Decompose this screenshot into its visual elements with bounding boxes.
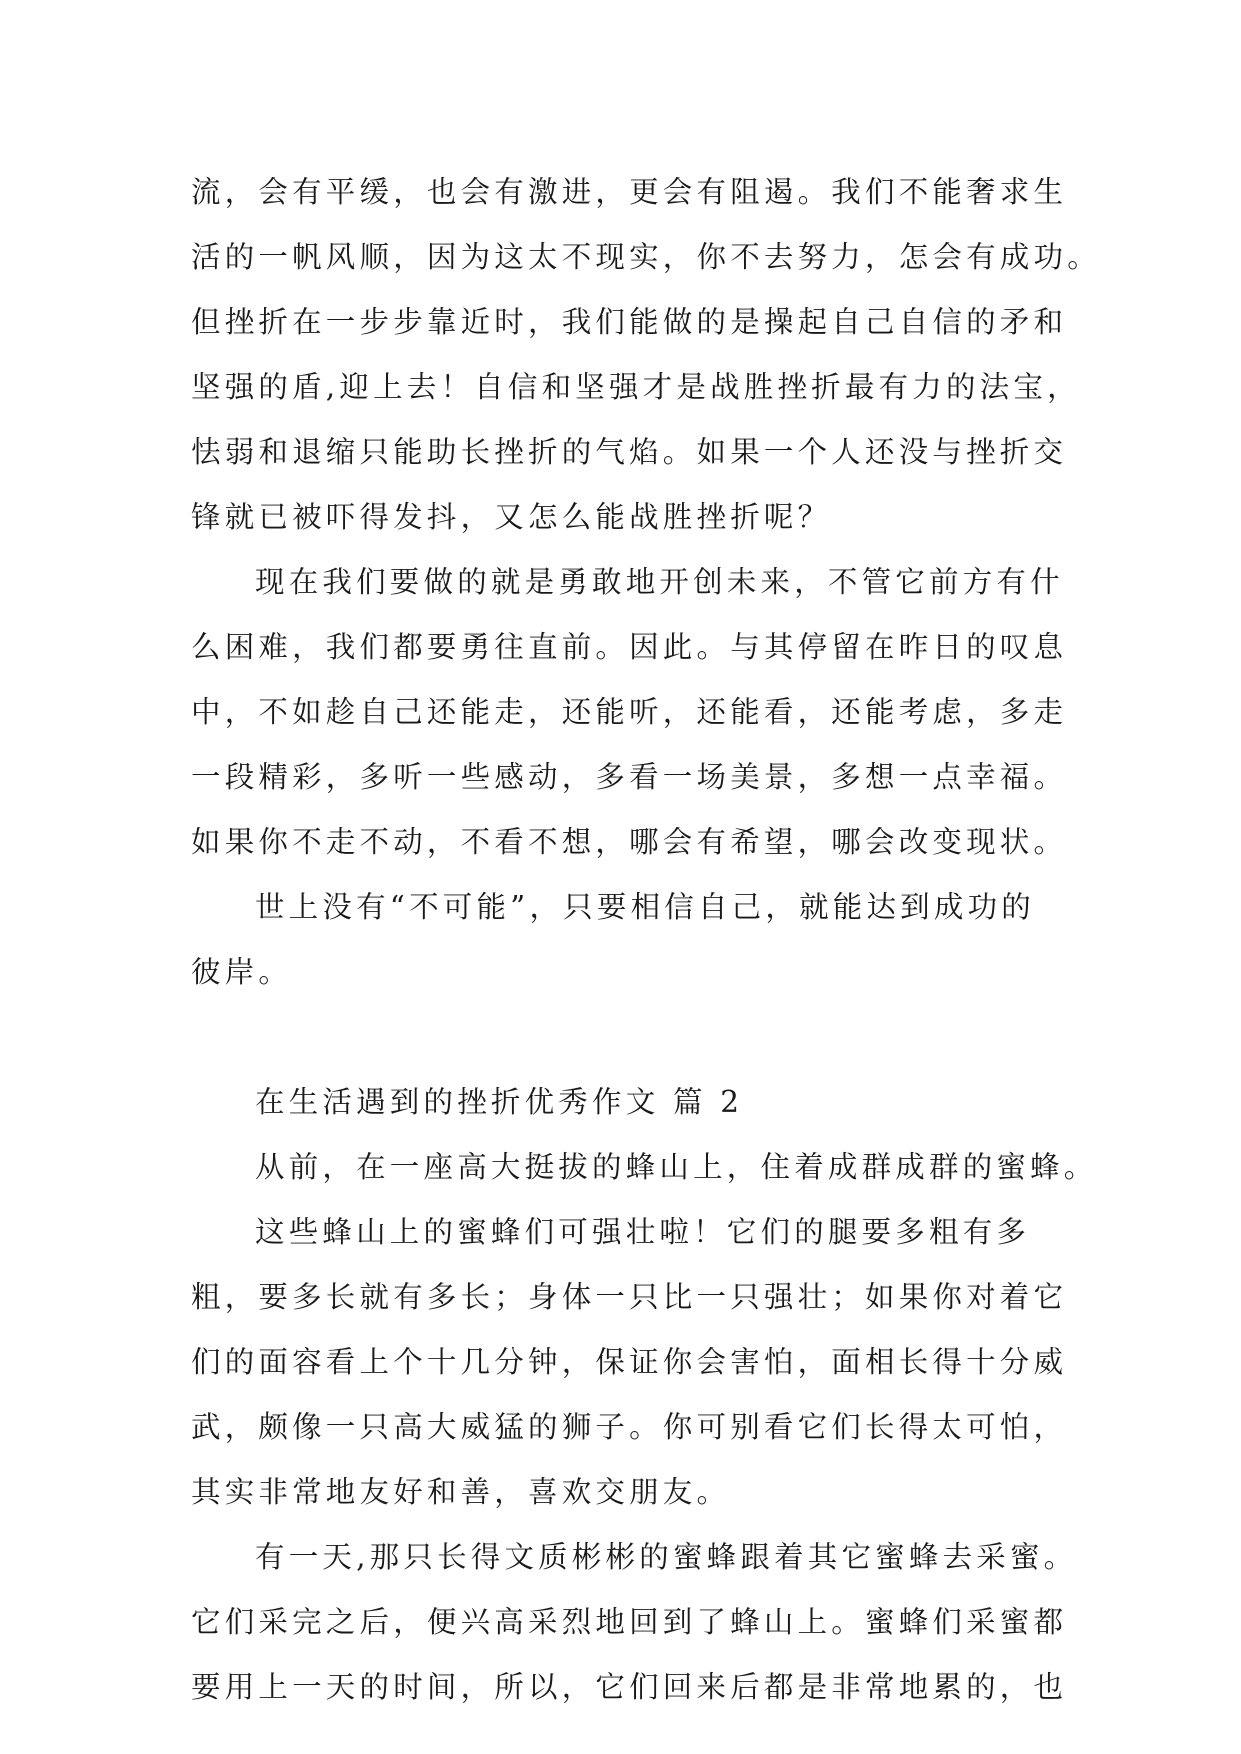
document-body (191, 160, 1101, 1720)
text-line: 中，不如趁自己还能走，还能听，还能看，还能考虑，多走 (191, 695, 1068, 729)
text-line: 彼岸。 (191, 955, 293, 989)
text-line: 如果你不走不动，不看不想，哪会有希望，哪会改变现状。 (191, 825, 1068, 859)
paragraph-bees (191, 1200, 1071, 1525)
text-line: 锋就已被吓得发抖，又怎么能战胜挫折呢？ (191, 500, 832, 534)
paragraph-once-upon (191, 1135, 1098, 1200)
text-line: 它们采完之后，便兴高采烈地回到了蜂山上。蜜蜂们采蜜都 (191, 1605, 1068, 1639)
text-line: 这些蜂山上的蜜蜂们可强壮啦！它们的腿要多粗有多 (255, 1215, 1031, 1249)
text-line: 坚强的盾,迎上去！自信和坚强才是战胜挫折最有力的法宝， (191, 370, 1081, 404)
text-line: 们的面容看上个十几分钟，保证你会害怕，面相长得十分威 (191, 1345, 1068, 1379)
section-gap (191, 1005, 1071, 1070)
paragraph-continued (191, 160, 1101, 550)
text-line: 有一天,那只长得文质彬彬的蜜蜂跟着其它蜜蜂去采蜜。 (255, 1540, 1078, 1574)
text-line: 流，会有平缓，也会有激进，更会有阻遏。我们不能奢求生 (191, 175, 1068, 209)
text-line: 其实非常地友好和善，喜欢交朋友。 (191, 1475, 731, 1509)
text-line: 从前，在一座高大挺拔的蜂山上，住着成群成群的蜜蜂。 (255, 1150, 1098, 1184)
text-line: 现在我们要做的就是勇敢地开创未来，不管它前方有什 (255, 565, 1064, 599)
text-line: 么困难，我们都要勇往直前。因此。与其停留在昨日的叹息 (191, 630, 1068, 664)
text-line: 世上没有“不可能”，只要相信自己，就能达到成功的 (255, 890, 1035, 924)
text-line: 粗，要多长就有多长；身体一只比一只强壮；如果你对着它 (191, 1280, 1068, 1314)
text-line: 一段精彩，多听一些感动，多看一场美景，多想一点幸福。 (191, 760, 1068, 794)
paragraph-one-day (191, 1525, 1078, 1720)
section-title: 在生活遇到的挫折优秀作文 篇 2 (255, 1085, 744, 1119)
paragraph-future (191, 550, 1071, 875)
text-line: 活的一帆风顺，因为这太不现实，你不去努力，怎会有成功。 (191, 240, 1101, 274)
text-line: 武，颇像一只高大威猛的狮子。你可别看它们长得太可怕， (191, 1410, 1068, 1444)
text-line: 怯弱和退缩只能助长挫折的气焰。如果一个人还没与挫折交 (191, 435, 1068, 469)
text-line: 但挫折在一步步靠近时，我们能做的是操起自己自信的矛和 (191, 305, 1068, 339)
paragraph-conclusion (191, 875, 1071, 1005)
text-line: 要用上一天的时间，所以，它们回来后都是非常地累的，也 (191, 1670, 1068, 1704)
